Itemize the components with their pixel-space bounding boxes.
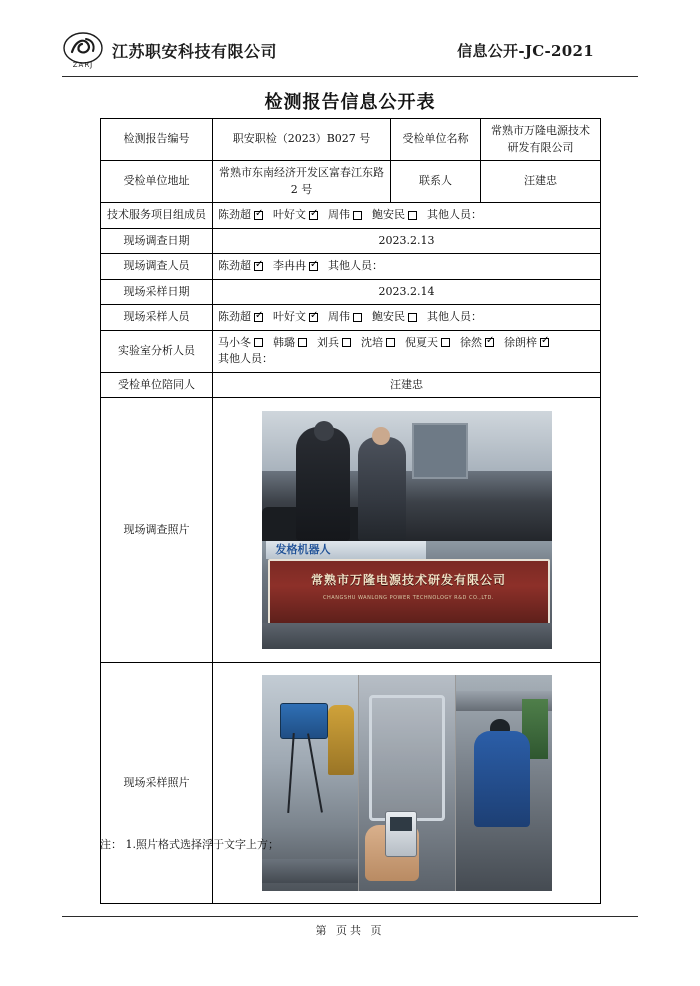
checkbox-icon[interactable] bbox=[254, 338, 263, 347]
sampling-staff-name: 陈劲超 bbox=[218, 310, 251, 323]
checkbox-icon[interactable] bbox=[298, 338, 307, 347]
footnote: 注： 1.照片格式选择浮于文字上方； bbox=[100, 838, 279, 851]
contact-value: 汪建忠 bbox=[481, 161, 601, 203]
survey-date-label: 现场调查日期 bbox=[101, 228, 213, 254]
info-table bbox=[100, 118, 601, 904]
survey-staff-member[interactable] bbox=[218, 258, 263, 275]
table-row bbox=[101, 398, 601, 663]
lab-staff-label: 实验室分析人员 bbox=[101, 330, 213, 372]
sampling-date-value: 2023.2.14 bbox=[213, 279, 601, 305]
lab-staff-name: 韩璐 bbox=[273, 335, 295, 349]
sampling-photo-label: 现场采样照片 bbox=[101, 663, 213, 904]
footer-divider bbox=[62, 916, 638, 917]
checkbox-icon[interactable] bbox=[353, 313, 362, 322]
team-member[interactable] bbox=[372, 207, 417, 224]
checkbox-icon[interactable] bbox=[254, 313, 263, 322]
checkbox-icon[interactable] bbox=[309, 313, 318, 322]
table-row bbox=[101, 228, 601, 254]
table-row bbox=[101, 663, 601, 904]
document-code: 信息公开-JC-2021 bbox=[457, 41, 594, 60]
sampling-staff-member[interactable] bbox=[218, 309, 263, 326]
team-member-name: 陈劲超 bbox=[218, 208, 251, 221]
checkbox-icon[interactable] bbox=[540, 338, 549, 347]
sampling-staff-others-label: 其他人员： bbox=[427, 310, 482, 323]
client-addr-value: 常熟市东南经济开发区富春江东路 2 号 bbox=[213, 161, 391, 203]
survey-photo-label: 现场调查照片 bbox=[101, 398, 213, 663]
company-sign-main: 常熟市万隆电源技术研发有限公司 bbox=[310, 573, 506, 587]
checkbox-icon[interactable] bbox=[353, 211, 362, 220]
svg-text:ZARJ: ZARJ bbox=[72, 61, 94, 69]
sampling-staff-name: 叶好文 bbox=[273, 310, 306, 323]
survey-staff-name: 李冉冉 bbox=[273, 259, 306, 272]
sampling-photo-3 bbox=[456, 675, 552, 891]
sampling-photo-image bbox=[262, 675, 552, 891]
survey-staff-others-label: 其他人员： bbox=[328, 259, 383, 272]
checkbox-icon[interactable] bbox=[408, 211, 417, 220]
team-others-label: 其他人员： bbox=[427, 208, 482, 221]
checkbox-icon[interactable] bbox=[254, 211, 263, 220]
lab-staff-member[interactable] bbox=[317, 335, 351, 352]
table-row bbox=[101, 161, 601, 203]
survey-photo-top bbox=[262, 411, 552, 541]
survey-photo-cell bbox=[213, 398, 601, 663]
sampling-staff-label: 现场采样人员 bbox=[101, 305, 213, 331]
client-name-value: 常熟市万隆电源技术研发有限公司 bbox=[481, 119, 601, 161]
sampling-staff-member[interactable] bbox=[328, 309, 362, 326]
lab-staff-others-label: 其他人员： bbox=[218, 352, 273, 365]
checkbox-icon[interactable] bbox=[342, 338, 351, 347]
survey-staff-name: 陈劲超 bbox=[218, 259, 251, 272]
page-footer: 第 页共 页 bbox=[315, 924, 385, 937]
table-row bbox=[101, 203, 601, 229]
sampling-staff-cell bbox=[213, 305, 601, 331]
sampling-staff-name: 周伟 bbox=[328, 310, 350, 323]
client-name-label: 受检单位名称 bbox=[391, 119, 481, 161]
team-member-name: 鲍安民 bbox=[372, 208, 405, 221]
survey-photo-bottom bbox=[262, 541, 552, 649]
sampling-staff-name: 鲍安民 bbox=[372, 310, 405, 323]
lab-staff-name: 徐然 bbox=[460, 335, 482, 349]
sampling-staff-member[interactable] bbox=[372, 309, 417, 326]
lab-staff-member[interactable] bbox=[460, 335, 494, 352]
lab-staff-member[interactable] bbox=[405, 335, 450, 352]
sampling-photo-2 bbox=[359, 675, 455, 891]
sampling-photo-cell bbox=[213, 663, 601, 904]
lab-staff-name: 徐朗梓 bbox=[504, 335, 537, 349]
report-no-label: 检测报告编号 bbox=[101, 119, 213, 161]
client-addr-label: 受检单位地址 bbox=[101, 161, 213, 203]
checkbox-icon[interactable] bbox=[309, 211, 318, 220]
sampling-staff-member[interactable] bbox=[273, 309, 318, 326]
survey-date-value: 2023.2.13 bbox=[213, 228, 601, 254]
table-row bbox=[101, 330, 601, 372]
sampling-photo-1 bbox=[262, 675, 358, 891]
report-no-value: 职安职检（2023）B027 号 bbox=[213, 119, 391, 161]
survey-staff-label: 现场调查人员 bbox=[101, 254, 213, 280]
team-member-name: 叶好文 bbox=[273, 208, 306, 221]
survey-staff-member[interactable] bbox=[273, 258, 318, 275]
blue-sign bbox=[266, 541, 426, 559]
blue-sign-text: 发格机器人 bbox=[275, 543, 331, 556]
table-row bbox=[101, 372, 601, 398]
escort-label: 受检单位陪同人 bbox=[101, 372, 213, 398]
company-sign-sub: CHANGSHU WANLONG POWER TECHNOLOGY R&D CO.,LTD. bbox=[323, 595, 494, 601]
team-label: 技术服务项目组成员 bbox=[101, 203, 213, 229]
checkbox-icon[interactable] bbox=[309, 262, 318, 271]
escort-value: 汪建忠 bbox=[213, 372, 601, 398]
lab-staff-cell bbox=[213, 330, 601, 372]
lab-staff-name: 倪夏天 bbox=[405, 335, 438, 349]
team-member-name: 周伟 bbox=[328, 208, 350, 221]
company-logo-icon bbox=[62, 30, 104, 70]
checkbox-icon[interactable] bbox=[254, 262, 263, 271]
table-row bbox=[101, 305, 601, 331]
company-name: 江苏职安科技有限公司 bbox=[112, 41, 278, 61]
team-member[interactable] bbox=[328, 207, 362, 224]
survey-photo-image bbox=[262, 411, 552, 649]
table-row bbox=[101, 254, 601, 280]
table-row bbox=[101, 279, 601, 305]
lab-staff-member[interactable] bbox=[504, 335, 549, 352]
team-members-cell bbox=[213, 203, 601, 229]
checkbox-icon[interactable] bbox=[408, 313, 417, 322]
checkbox-icon[interactable] bbox=[441, 338, 450, 347]
team-member[interactable] bbox=[273, 207, 318, 224]
lab-staff-member[interactable] bbox=[218, 335, 263, 352]
lab-staff-member[interactable] bbox=[361, 335, 395, 352]
header-divider bbox=[62, 76, 638, 77]
team-member[interactable] bbox=[218, 207, 263, 224]
table-row bbox=[101, 119, 601, 161]
company-sign bbox=[268, 559, 550, 625]
checkbox-icon[interactable] bbox=[485, 338, 494, 347]
checkbox-icon[interactable] bbox=[386, 338, 395, 347]
lab-staff-name: 马小冬 bbox=[218, 335, 251, 349]
survey-staff-cell bbox=[213, 254, 601, 280]
page-title: 检测报告信息公开表 bbox=[264, 92, 436, 113]
lab-staff-name: 刘兵 bbox=[317, 335, 339, 349]
contact-label: 联系人 bbox=[391, 161, 481, 203]
lab-staff-name: 沈培 bbox=[361, 335, 383, 349]
sampling-date-label: 现场采样日期 bbox=[101, 279, 213, 305]
company-brand bbox=[62, 30, 277, 70]
lab-staff-member[interactable] bbox=[273, 335, 307, 352]
page-header bbox=[62, 28, 638, 76]
